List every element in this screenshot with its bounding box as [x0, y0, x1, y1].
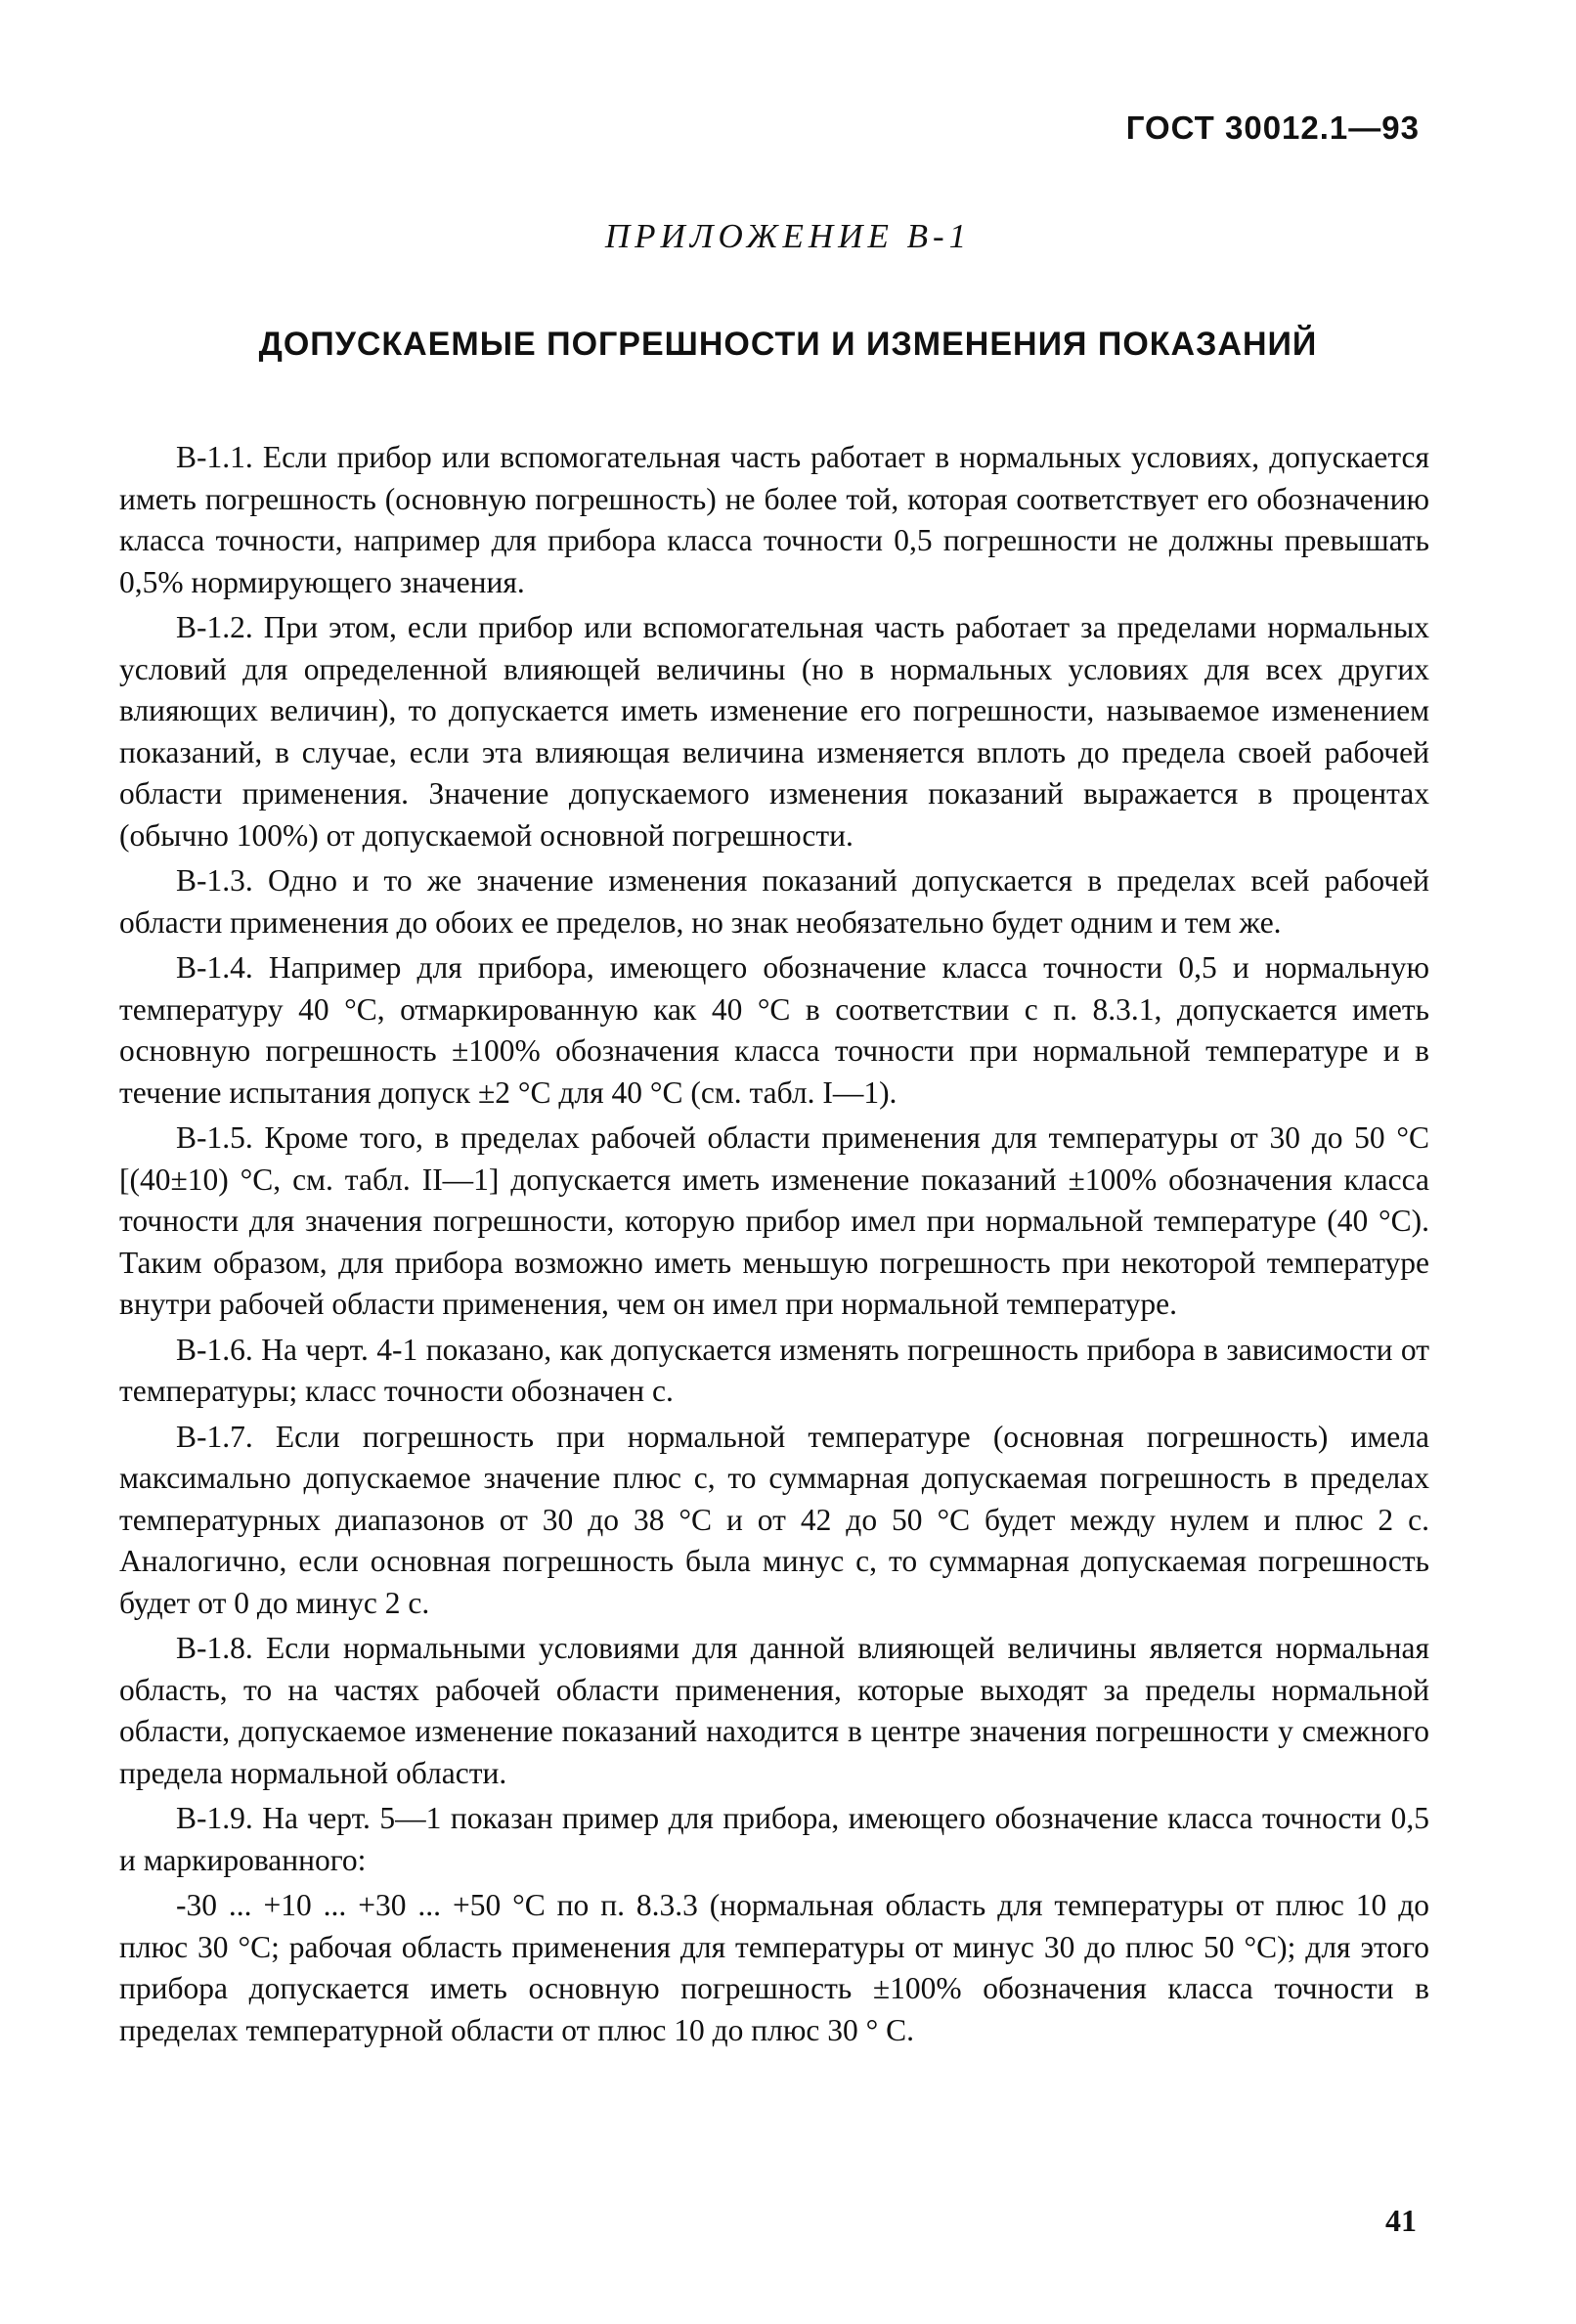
paragraph-b-1-8: В-1.8. Если нормальными условиями для данной влияющей величины является нормальная область, то на частях рабочей области применения, которые выходят за пределы нормальной области, допускаемое изменение показаний находится в центре значения погрешности у смежного предела нормальной области.	[119, 1631, 1429, 1790]
paragraph-b-1-6: В-1.6. На черт. 4-1 показано, как допускается изменять погрешность прибора в зависимости от температуры; класс точности обозначен с.	[119, 1332, 1429, 1408]
paragraph-b-1-7: В-1.7. Если погрешность при нормальной температуре (основная погрешность) имела максимально допускаемое значение плюс с, то суммарная допускаемая погрешность в пределах температурных диапазонов от 30 до 38 °С и от 42 до 50 °С будет между нулем и плюс 2 с. Аналогично, если основная погрешность была минус с, то суммарная допускаемая погрешность будет от 0 до минус 2 с.	[119, 1419, 1429, 1620]
paragraph-b-1-1: В-1.1. Если прибор или вспомогательная часть работает в нормальных условиях, допускается иметь погрешность (основную погрешность) не более той, которая соответствует его обозначению класса точности, например для прибора класса точности 0,5 погрешности не должны превышать 0,5% нормирующего значения.	[119, 440, 1429, 599]
paragraph-b-1-9-continuation: -30 ... +10 ... +30 ... +50 °С по п. 8.3.3 (нормальная область для температуры от плюс 10 до плюс 30 °С; рабочая область применения для температуры от минус 30 до плюс 50 °С); для этого прибора допускается иметь основную погрешность ±100% обозначения класса точности в пределах температурной области от плюс 10 до плюс 30 ° С.	[119, 1888, 1429, 2047]
paragraph-b-1-5: В-1.5. Кроме того, в пределах рабочей области применения для температуры от 30 до 50 °С [(40±10) °С, см. табл. II—1] допускается иметь изменение показаний ±100% обозначения класса точности для значения погрешности, которую прибор имел при нормальной температуре (40 °С). Таким образом, для прибора возможно иметь меньшую погрешность при некоторой температуре внутри рабочей области применения, чем он имел при нормальной температуре.	[119, 1120, 1429, 1321]
document-header-standard-number: ГОСТ 30012.1—93	[1125, 110, 1420, 146]
section-title: ДОПУСКАЕМЫЕ ПОГРЕШНОСТИ И ИЗМЕНЕНИЯ ПОКАЗАНИЙ	[258, 326, 1318, 363]
appendix-label: ПРИЛОЖЕНИЕ В-1	[604, 217, 972, 255]
page-number: 41	[1385, 2203, 1417, 2238]
paragraph-b-1-4: В-1.4. Например для прибора, имеющего обозначение класса точности 0,5 и нормальную температуру 40 °С, отмаркированную как 40 °С в соответствии с п. 8.3.1, допускается иметь основную погрешность ±100% обозначения класса точности при нормальной температуре и в течение испытания допуск ±2 °С для 40 °С (см. табл. I—1).	[119, 950, 1429, 1110]
paragraph-b-1-3: В-1.3. Одно и то же значение изменения показаний допускается в пределах всей рабочей области применения до обоих ее пределов, но знак необязательно будет одним и тем же.	[119, 863, 1429, 940]
paragraph-b-1-2: В-1.2. При этом, если прибор или вспомогательная часть работает за пределами нормальных условий для определенной влияющей величины (но в нормальных условиях для всех других влияющих величин), то допускается иметь изменение его погрешности, называемое изменением показаний, в случае, если эта влияющая величина изменяется вплоть до предела своей рабочей области применения. Значение допускаемого изменения показаний выражается в процентах (обычно 100%) от допускаемой основной погрешности.	[119, 610, 1429, 853]
document-body	[119, 437, 1429, 2055]
paragraph-b-1-9: В-1.9. На черт. 5—1 показан пример для прибора, имеющего обозначение класса точности 0,5 и маркированного:	[119, 1801, 1429, 1877]
